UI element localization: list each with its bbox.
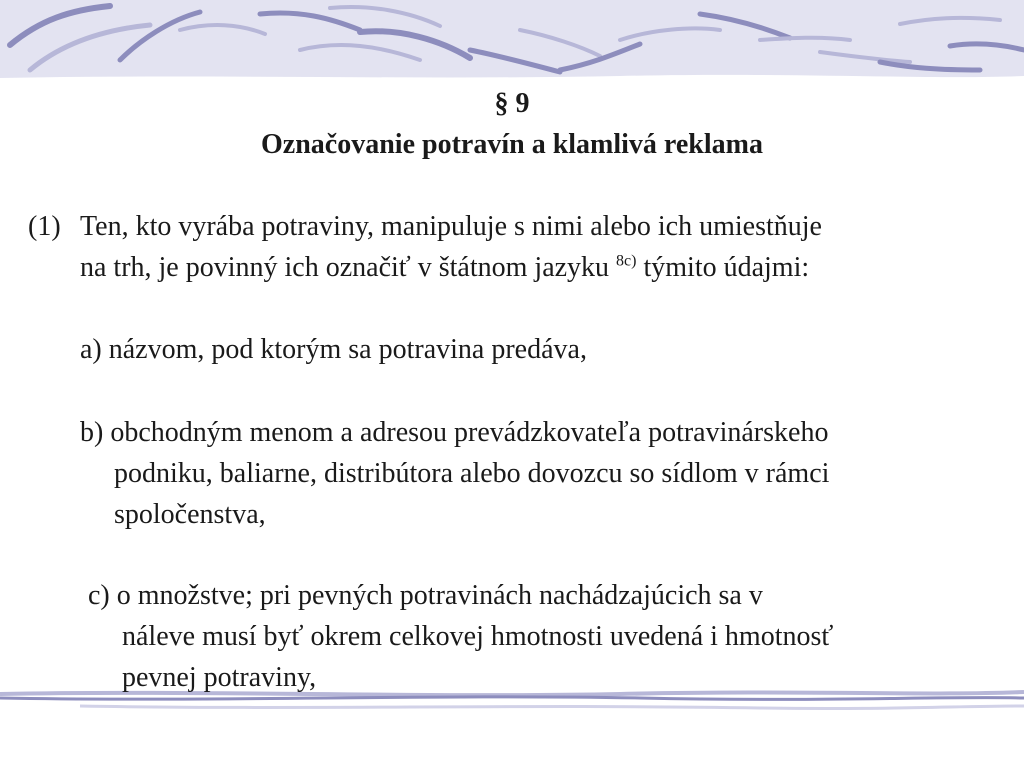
paragraph-line-2-text: na trh, je povinný ich označiť v štátnom jazyku: [80, 252, 617, 283]
paragraph-line-2: [80, 251, 809, 285]
item-b-line-1: b) obchodným menom a adresou prevádzkovateľa potravinárskeho: [80, 417, 829, 448]
item-c-line-3: pevnej potraviny,: [122, 662, 317, 693]
item-c-line-2: náleve musí byť okrem celkovej hmotnosti uvedená i hmotnosť: [122, 621, 834, 652]
paragraph-number: (1): [28, 211, 61, 242]
item-c-line-1: c) o množstve; pri pevných potravinách nachádzajúcich sa v: [88, 580, 763, 611]
footnote-reference: 8c): [616, 252, 637, 270]
section-title: Označovanie potravín a klamlivá reklama: [261, 129, 763, 160]
item-a: a) názvom, pod ktorým sa potravina predáva,: [80, 334, 587, 365]
item-b-line-2: podniku, baliarne, distribútora alebo dovozcu so sídlom v rámci: [114, 458, 830, 489]
section-number: § 9: [494, 88, 530, 119]
item-b-line-3: spoločenstva,: [114, 499, 266, 530]
paragraph-line-2-end: týmito údajmi:: [636, 252, 810, 283]
paragraph-line-1: Ten, kto vyrába potraviny, manipuluje s nimi alebo ich umiestňuje: [80, 211, 822, 242]
